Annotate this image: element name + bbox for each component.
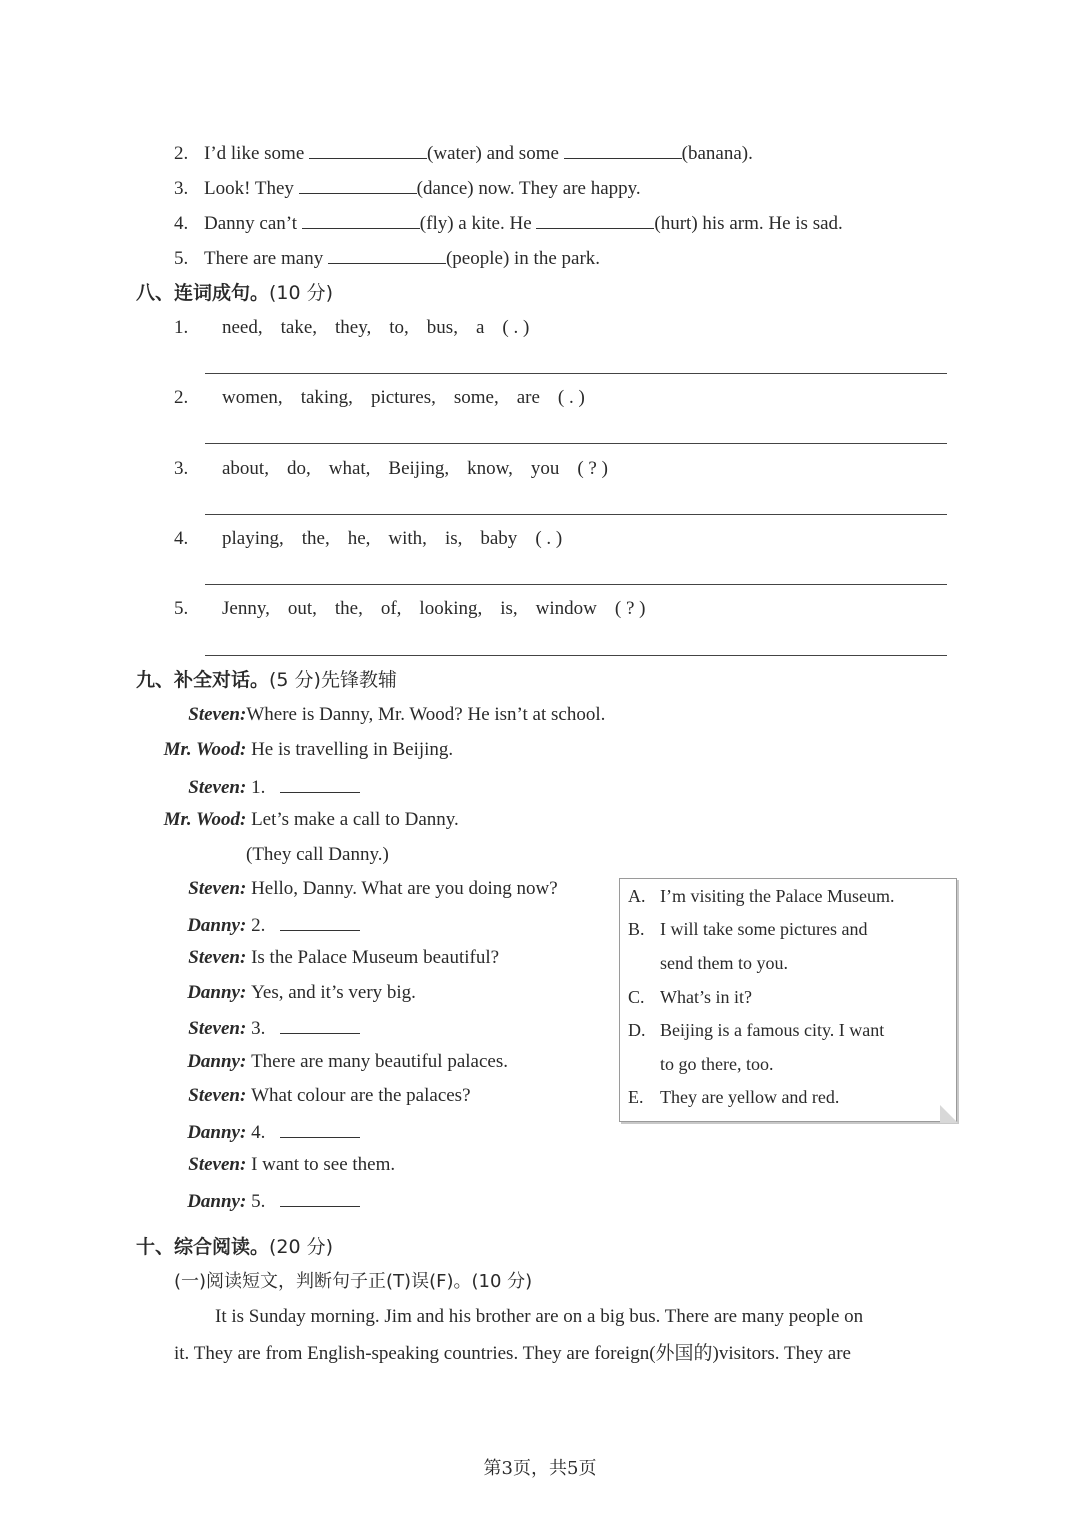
- reorder-item-5: 5. Jenny, out, the, of, looking, is, window ( ? ): [174, 598, 646, 619]
- answer-blank[interactable]: [280, 1119, 360, 1138]
- options-box: [619, 878, 957, 1122]
- answer-line[interactable]: [205, 655, 947, 656]
- dialogue-line: Mr. Wood: He is travelling in Beijing.: [163, 739, 454, 760]
- answer-blank[interactable]: [564, 140, 682, 159]
- answer-blank[interactable]: [328, 245, 446, 264]
- dialogue-line: Mr. Wood: Let’s make a call to Danny.: [163, 809, 459, 830]
- dialogue-line: Danny: 5.: [146, 1188, 360, 1214]
- answer-line[interactable]: [205, 584, 947, 585]
- dialogue-line: Steven: I want to see them.: [188, 1154, 396, 1175]
- reorder-item-4: 4. playing, the, he, with, is, baby ( . ): [174, 528, 563, 549]
- passage-line-1: It is Sunday morning. Jim and his brother are on a big bus. There are many people on: [215, 1306, 864, 1327]
- fill-item-4: 4. Danny can’t (fly) a kite. He (hurt) his arm. He is sad.: [174, 210, 843, 236]
- reorder-item-1: 1. need, take, they, to, bus, a ( . ): [174, 317, 530, 338]
- dialogue-line: Steven: Hello, Danny. What are you doing now?: [188, 878, 558, 899]
- dialogue-line: Steven: 3.: [146, 1015, 360, 1041]
- answer-line[interactable]: [205, 443, 947, 444]
- dialogue-line: Danny: Yes, and it’s very big.: [187, 982, 416, 1003]
- reorder-item-2: 2. women, taking, pictures, some, are ( . ): [174, 387, 585, 408]
- dialogue-line: Steven: Is the Palace Museum beautiful?: [188, 947, 500, 968]
- answer-blank[interactable]: [536, 210, 654, 229]
- page-number: 第3页，共5页: [483, 1458, 597, 1479]
- option-e: E. They are yellow and red.: [628, 1087, 840, 1107]
- option-d: D. Beijing is a famous city. I want: [628, 1020, 885, 1040]
- answer-blank[interactable]: [302, 210, 420, 229]
- option-b-continued: send them to you.: [660, 953, 788, 973]
- dialogue-stage-direction: (They call Danny.): [246, 844, 389, 865]
- answer-blank[interactable]: [299, 175, 417, 194]
- option-d-continued: to go there, too.: [660, 1054, 774, 1074]
- passage-line-2: it. They are from English-speaking countries. They are foreign(外国的)visitors. They are: [174, 1343, 851, 1364]
- page-fold-decoration: [940, 1105, 958, 1123]
- section-9-title: 九、补全对话。(5 分)先锋教辅: [136, 669, 397, 691]
- answer-blank[interactable]: [309, 140, 427, 159]
- answer-line[interactable]: [205, 373, 947, 374]
- option-c: C. What’s in it?: [628, 987, 752, 1007]
- option-b: B. I will take some pictures and: [628, 919, 868, 939]
- answer-blank[interactable]: [280, 774, 360, 793]
- reading-subtitle: (一)阅读短文，判断句子正(T)误(F)。(10 分): [174, 1271, 533, 1292]
- dialogue-line: Steven: 1.: [146, 774, 360, 800]
- dialogue-line: Steven: What colour are the palaces?: [188, 1085, 471, 1106]
- answer-blank[interactable]: [280, 1188, 360, 1207]
- answer-blank[interactable]: [280, 912, 360, 931]
- section-10-title: 十、综合阅读。(20 分): [136, 1236, 334, 1258]
- fill-item-5: 5. There are many (people) in the park.: [174, 245, 600, 271]
- fill-item-3: 3. Look! They (dance) now. They are happy.: [174, 175, 641, 201]
- section-8-title: 八、连词成句。(10 分): [136, 282, 334, 304]
- reorder-item-3: 3. about, do, what, Beijing, know, you ( ? ): [174, 458, 608, 479]
- dialogue-line: Danny: 2.: [146, 912, 360, 938]
- option-a: A. I’m visiting the Palace Museum.: [628, 886, 895, 906]
- answer-blank[interactable]: [280, 1015, 360, 1034]
- answer-line[interactable]: [205, 514, 947, 515]
- fill-item-2: 2. I’d like some (water) and some (banana).: [174, 140, 753, 166]
- dialogue-line: Danny: There are many beautiful palaces.: [187, 1051, 508, 1072]
- dialogue-line: Steven:Where is Danny, Mr. Wood? He isn’t at school.: [188, 704, 606, 725]
- dialogue-line: Danny: 4.: [146, 1119, 360, 1145]
